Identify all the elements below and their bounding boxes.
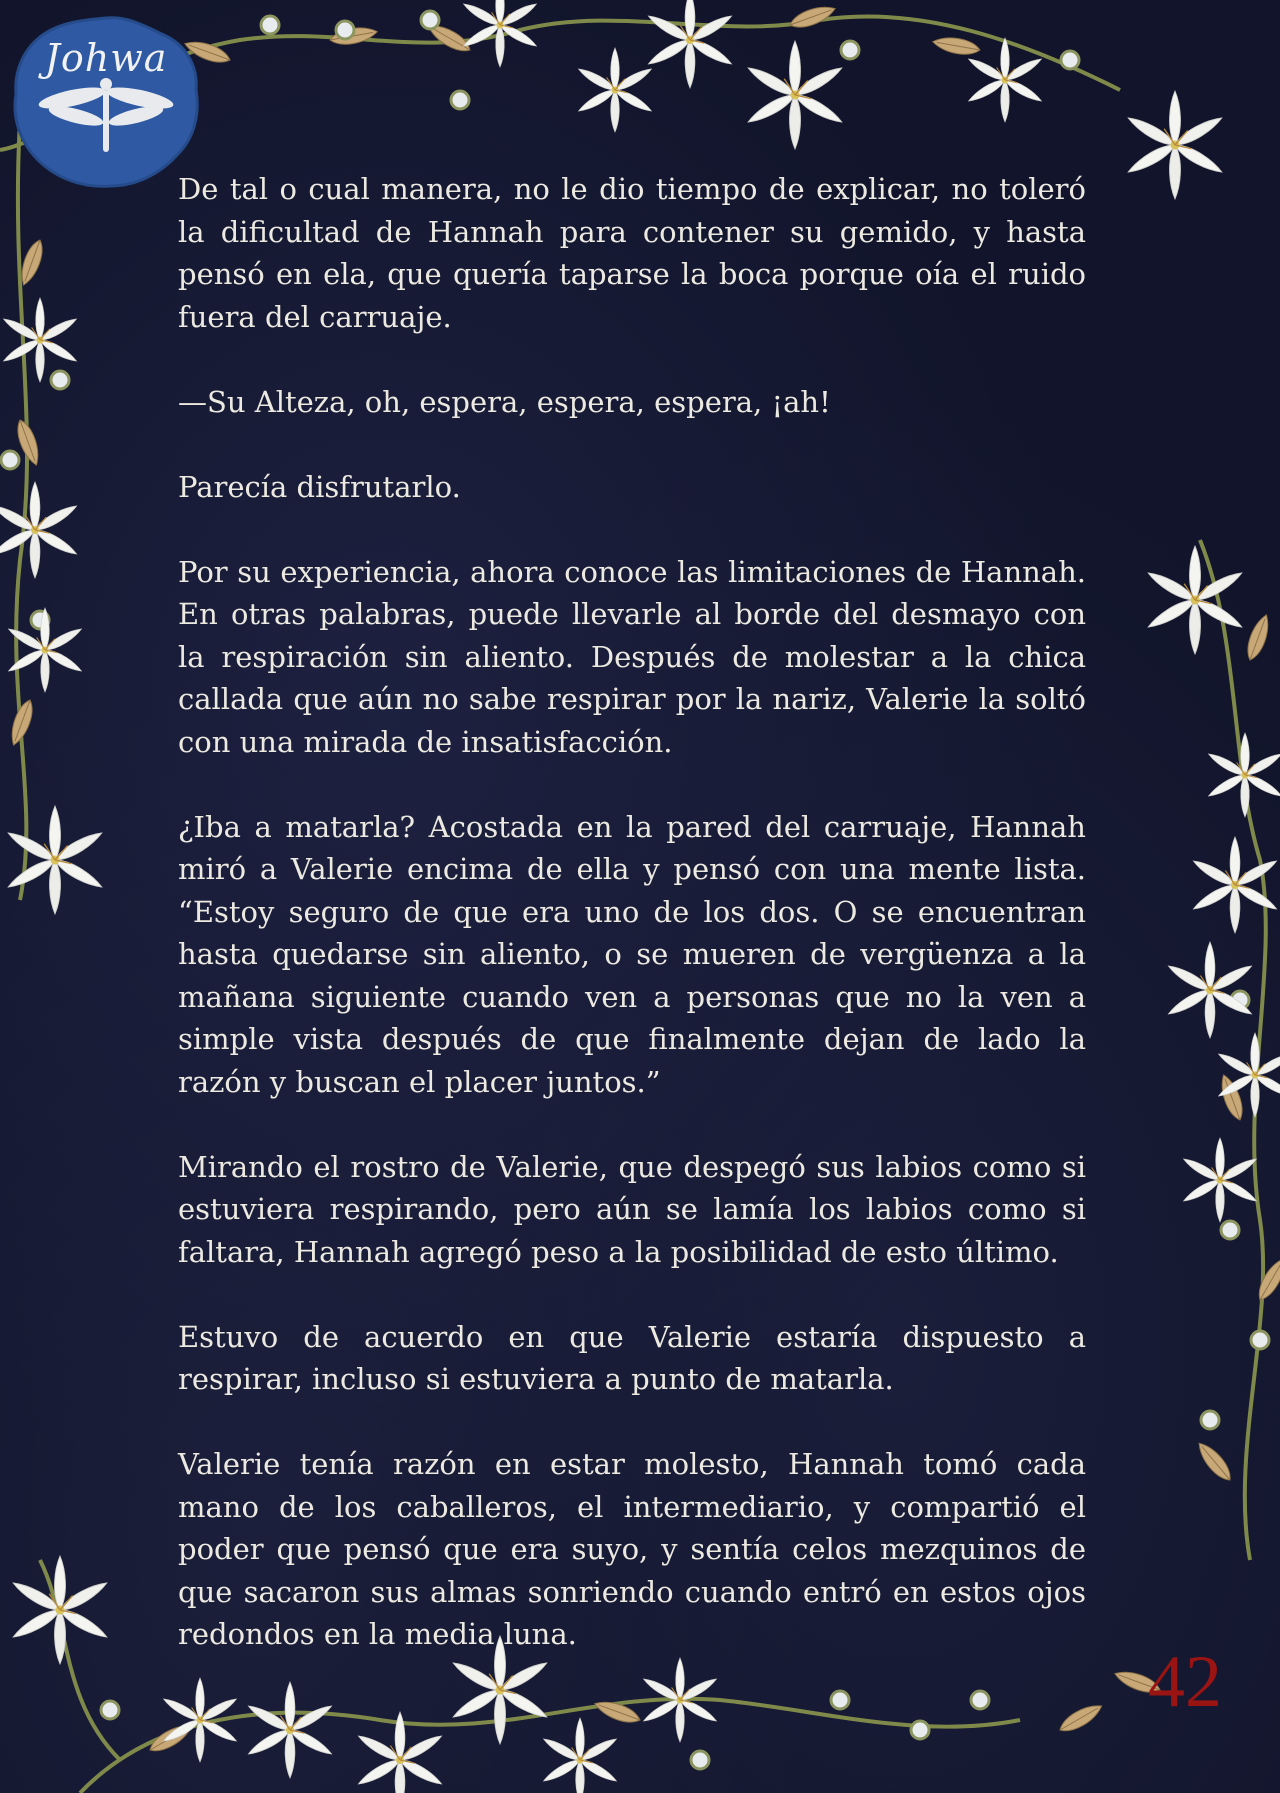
paragraph: De tal o cual manera, no le dio tiempo de explicar, no toleró la dificultad de Hannah para contener su gemido, y hasta pensó en ela, que quería taparse la boca porque oía el ruido fuera del carruaje. [178,172,1086,334]
paragraph: Mirando el rostro de Valerie, que despegó sus labios como si estuviera respirando, pero aún se lamía los labios como si faltara, Hannah agregó peso a la posibilidad de esto último. [178,1149,1086,1269]
paragraph: Valerie tenía razón en estar molesto, Hannah tomó cada mano de los caballeros, el intermediario, y compartió el poder que pensó que era suyo, y sentía celos mezquinos de que sacaron sus almas sonriendo cuando entró en estos ojos redondos en la media luna. [178,1447,1086,1651]
body-text [178,168,1086,1656]
paragraph: Por su experiencia, ahora conoce las limitaciones de Hannah. En otras palabras, puede llevarle al borde del desmayo con la respiración sin aliento. Después de molestar a la chica callada que aún no sabe respirar por la nariz, Valerie la soltó con una mirada de insatisfacción. [178,554,1086,759]
logo-label: Johwa [44,36,168,80]
page-number: 42 [1148,1641,1222,1723]
paragraph: ¿Iba a matarla? Acostada en la pared del carruaje, Hannah miró a Valerie encima de ella y pensó con una mente lista. “Estoy seguro de que era uno de los dos. O se encuentran hasta quedarse sin aliento, o se mueren de vergüenza a la mañana siguiente cuando ven a personas que no la ven a simple vista después de que finalmente dejan de lado la razón y buscan el placer juntos.” [178,809,1086,1099]
paragraph: Parecía disfrutarlo. [178,469,461,504]
paragraph: —Su Alteza, oh, espera, espera, espera, ¡ah! [178,384,831,419]
logo-stamp [10,14,202,190]
paragraph: Estuvo de acuerdo en que Valerie estaría dispuesto a respirar, incluso si estuviera a punto de matarla. [178,1319,1086,1396]
